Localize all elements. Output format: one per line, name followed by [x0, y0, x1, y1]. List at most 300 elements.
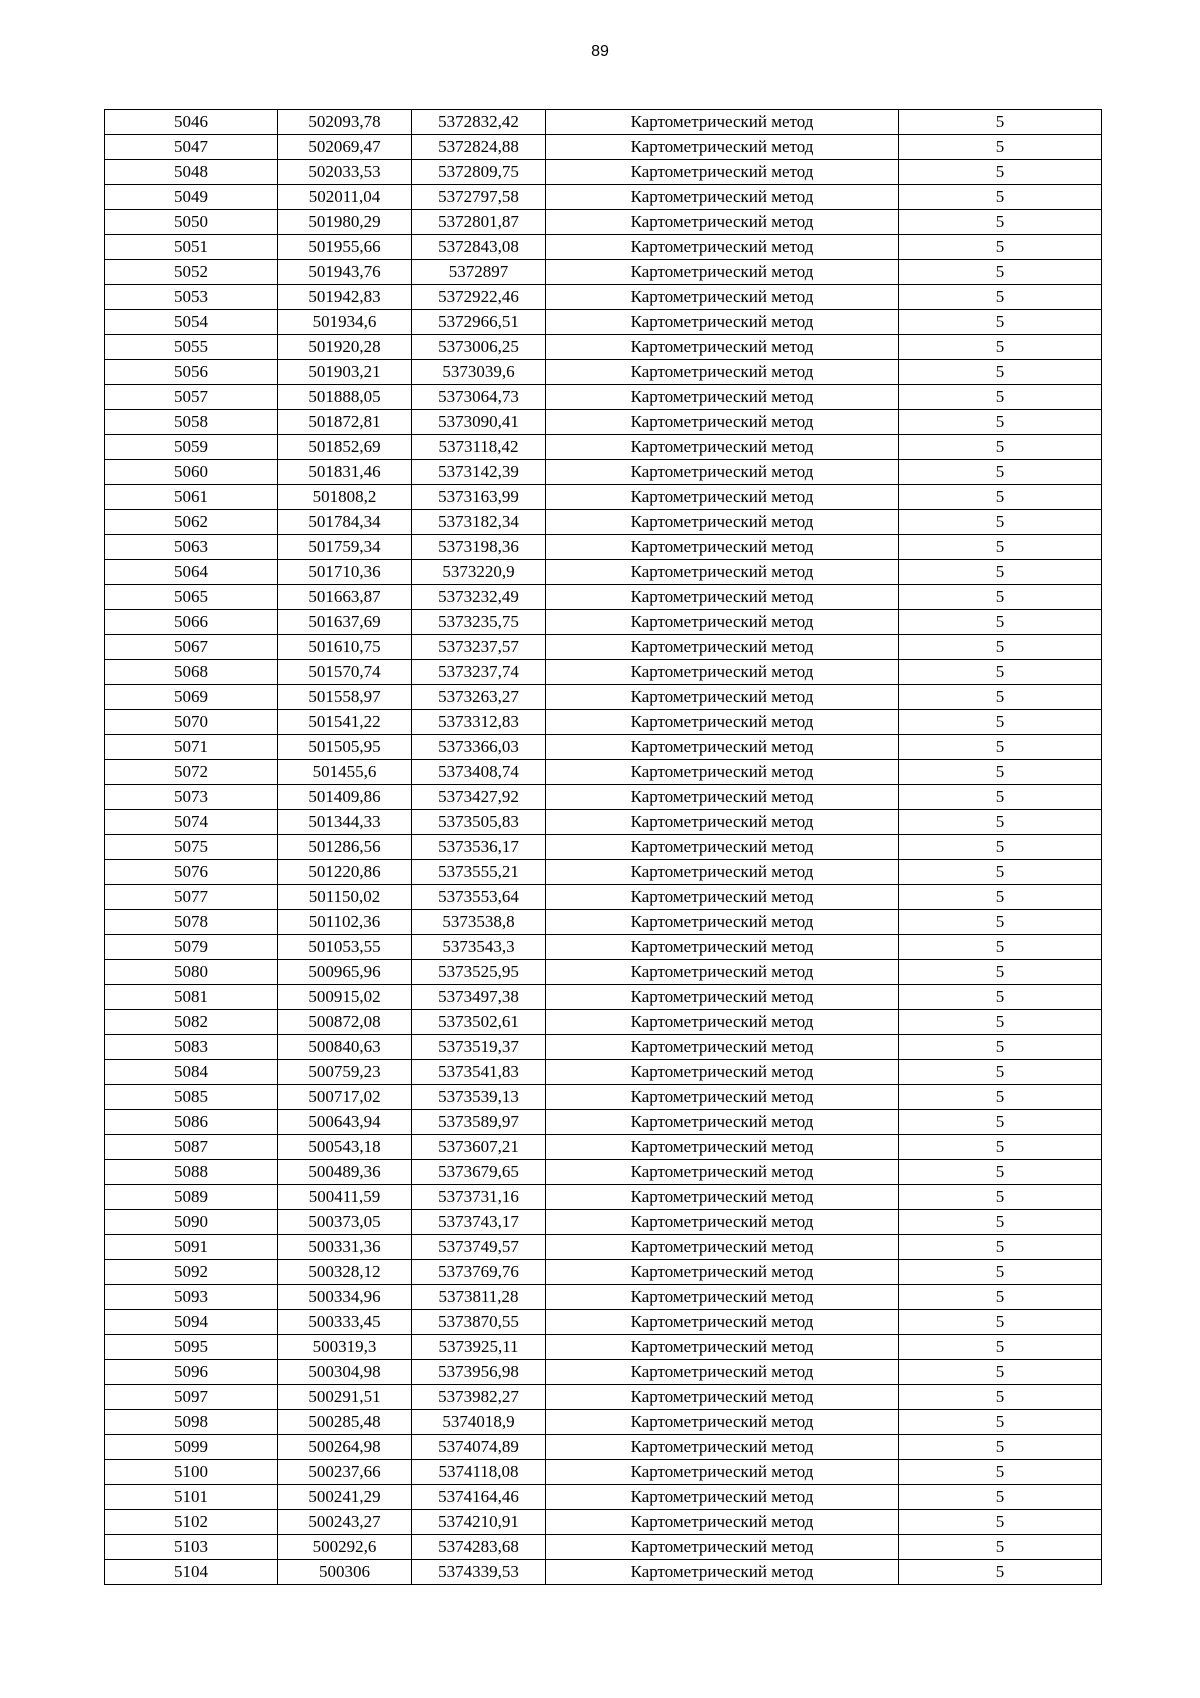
point-number-cell: 5071: [105, 735, 278, 760]
method-cell: Картометрический метод: [546, 735, 899, 760]
y-coordinate-cell: 5373536,17: [412, 835, 546, 860]
x-coordinate-cell: 501150,02: [278, 885, 412, 910]
point-number-cell: 5067: [105, 635, 278, 660]
point-number-cell: 5050: [105, 210, 278, 235]
accuracy-cell: 5: [899, 1435, 1102, 1460]
point-number-cell: 5090: [105, 1210, 278, 1235]
table-row: [105, 560, 1102, 585]
y-coordinate-cell: 5373312,83: [412, 710, 546, 735]
method-cell: Картометрический метод: [546, 1335, 899, 1360]
table-row: [105, 1310, 1102, 1335]
point-number-cell: 5068: [105, 660, 278, 685]
y-coordinate-cell: 5372801,87: [412, 210, 546, 235]
x-coordinate-cell: 501759,34: [278, 535, 412, 560]
accuracy-cell: 5: [899, 985, 1102, 1010]
x-coordinate-cell: 501610,75: [278, 635, 412, 660]
y-coordinate-cell: 5373142,39: [412, 460, 546, 485]
accuracy-cell: 5: [899, 835, 1102, 860]
table-row: [105, 235, 1102, 260]
method-cell: Картометрический метод: [546, 485, 899, 510]
method-cell: Картометрический метод: [546, 1060, 899, 1085]
accuracy-cell: 5: [899, 610, 1102, 635]
x-coordinate-cell: 500241,29: [278, 1485, 412, 1510]
method-cell: Картометрический метод: [546, 1385, 899, 1410]
table-row: [105, 510, 1102, 535]
point-number-cell: 5047: [105, 135, 278, 160]
accuracy-cell: 5: [899, 860, 1102, 885]
accuracy-cell: 5: [899, 535, 1102, 560]
y-coordinate-cell: 5373502,61: [412, 1010, 546, 1035]
point-number-cell: 5085: [105, 1085, 278, 1110]
y-coordinate-cell: 5374118,08: [412, 1460, 546, 1485]
y-coordinate-cell: 5373538,8: [412, 910, 546, 935]
y-coordinate-cell: 5372922,46: [412, 285, 546, 310]
x-coordinate-cell: 500489,36: [278, 1160, 412, 1185]
y-coordinate-cell: 5373232,49: [412, 585, 546, 610]
method-cell: Картометрический метод: [546, 685, 899, 710]
y-coordinate-cell: 5372897: [412, 260, 546, 285]
method-cell: Картометрический метод: [546, 1110, 899, 1135]
table-row: [105, 1185, 1102, 1210]
method-cell: Картометрический метод: [546, 1410, 899, 1435]
accuracy-cell: 5: [899, 1310, 1102, 1335]
method-cell: Картометрический метод: [546, 960, 899, 985]
accuracy-cell: 5: [899, 785, 1102, 810]
point-number-cell: 5055: [105, 335, 278, 360]
x-coordinate-cell: 500543,18: [278, 1135, 412, 1160]
accuracy-cell: 5: [899, 560, 1102, 585]
accuracy-cell: 5: [899, 360, 1102, 385]
y-coordinate-cell: 5373497,38: [412, 985, 546, 1010]
coordinates-table-body: [105, 110, 1102, 1585]
x-coordinate-cell: 501455,6: [278, 760, 412, 785]
x-coordinate-cell: 501888,05: [278, 385, 412, 410]
point-number-cell: 5082: [105, 1010, 278, 1035]
y-coordinate-cell: 5373731,16: [412, 1185, 546, 1210]
table-row: [105, 1060, 1102, 1085]
point-number-cell: 5053: [105, 285, 278, 310]
table-row: [105, 860, 1102, 885]
x-coordinate-cell: 501570,74: [278, 660, 412, 685]
table-row: [105, 1085, 1102, 1110]
accuracy-cell: 5: [899, 235, 1102, 260]
y-coordinate-cell: 5373427,92: [412, 785, 546, 810]
method-cell: Картометрический метод: [546, 610, 899, 635]
y-coordinate-cell: 5372832,42: [412, 110, 546, 135]
point-number-cell: 5098: [105, 1410, 278, 1435]
accuracy-cell: 5: [899, 1335, 1102, 1360]
method-cell: Картометрический метод: [546, 1435, 899, 1460]
x-coordinate-cell: 501344,33: [278, 810, 412, 835]
x-coordinate-cell: 502093,78: [278, 110, 412, 135]
method-cell: Картометрический метод: [546, 135, 899, 160]
x-coordinate-cell: 500292,6: [278, 1535, 412, 1560]
point-number-cell: 5079: [105, 935, 278, 960]
table-row: [105, 535, 1102, 560]
y-coordinate-cell: 5373553,64: [412, 885, 546, 910]
table-row: [105, 1260, 1102, 1285]
x-coordinate-cell: 501541,22: [278, 710, 412, 735]
x-coordinate-cell: 502033,53: [278, 160, 412, 185]
method-cell: Картометрический метод: [546, 860, 899, 885]
y-coordinate-cell: 5374074,89: [412, 1435, 546, 1460]
point-number-cell: 5074: [105, 810, 278, 835]
x-coordinate-cell: 501505,95: [278, 735, 412, 760]
accuracy-cell: 5: [899, 910, 1102, 935]
accuracy-cell: 5: [899, 710, 1102, 735]
method-cell: Картометрический метод: [546, 935, 899, 960]
x-coordinate-cell: 500328,12: [278, 1260, 412, 1285]
x-coordinate-cell: 500643,94: [278, 1110, 412, 1135]
method-cell: Картометрический метод: [546, 385, 899, 410]
point-number-cell: 5080: [105, 960, 278, 985]
y-coordinate-cell: 5373607,21: [412, 1135, 546, 1160]
table-row: [105, 135, 1102, 160]
point-number-cell: 5049: [105, 185, 278, 210]
y-coordinate-cell: 5374339,53: [412, 1560, 546, 1585]
table-row: [105, 785, 1102, 810]
x-coordinate-cell: 500373,05: [278, 1210, 412, 1235]
table-row: [105, 660, 1102, 685]
table-row: [105, 810, 1102, 835]
x-coordinate-cell: 500872,08: [278, 1010, 412, 1035]
method-cell: Картометрический метод: [546, 1010, 899, 1035]
point-number-cell: 5063: [105, 535, 278, 560]
x-coordinate-cell: 501872,81: [278, 410, 412, 435]
table-row: [105, 310, 1102, 335]
accuracy-cell: 5: [899, 585, 1102, 610]
x-coordinate-cell: 500291,51: [278, 1385, 412, 1410]
y-coordinate-cell: 5373039,6: [412, 360, 546, 385]
point-number-cell: 5054: [105, 310, 278, 335]
y-coordinate-cell: 5373749,57: [412, 1235, 546, 1260]
point-number-cell: 5102: [105, 1510, 278, 1535]
method-cell: Картометрический метод: [546, 585, 899, 610]
table-row: [105, 735, 1102, 760]
table-row: [105, 335, 1102, 360]
x-coordinate-cell: 501102,36: [278, 910, 412, 935]
method-cell: Картометрический метод: [546, 510, 899, 535]
y-coordinate-cell: 5373505,83: [412, 810, 546, 835]
y-coordinate-cell: 5373541,83: [412, 1060, 546, 1085]
table-row: [105, 285, 1102, 310]
accuracy-cell: 5: [899, 935, 1102, 960]
x-coordinate-cell: 501053,55: [278, 935, 412, 960]
x-coordinate-cell: 500319,3: [278, 1335, 412, 1360]
accuracy-cell: 5: [899, 185, 1102, 210]
method-cell: Картометрический метод: [546, 110, 899, 135]
x-coordinate-cell: 501852,69: [278, 435, 412, 460]
table-row: [105, 1460, 1102, 1485]
x-coordinate-cell: 500264,98: [278, 1435, 412, 1460]
method-cell: Картометрический метод: [546, 160, 899, 185]
point-number-cell: 5092: [105, 1260, 278, 1285]
accuracy-cell: 5: [899, 410, 1102, 435]
table-row: [105, 1110, 1102, 1135]
x-coordinate-cell: 500840,63: [278, 1035, 412, 1060]
point-number-cell: 5072: [105, 760, 278, 785]
y-coordinate-cell: 5373982,27: [412, 1385, 546, 1410]
table-row: [105, 960, 1102, 985]
x-coordinate-cell: 500243,27: [278, 1510, 412, 1535]
point-number-cell: 5078: [105, 910, 278, 935]
x-coordinate-cell: 501934,6: [278, 310, 412, 335]
table-row: [105, 1035, 1102, 1060]
method-cell: Картометрический метод: [546, 185, 899, 210]
point-number-cell: 5056: [105, 360, 278, 385]
point-number-cell: 5064: [105, 560, 278, 585]
y-coordinate-cell: 5373263,27: [412, 685, 546, 710]
y-coordinate-cell: 5373543,3: [412, 935, 546, 960]
x-coordinate-cell: 501710,36: [278, 560, 412, 585]
table-row: [105, 410, 1102, 435]
table-row: [105, 1135, 1102, 1160]
point-number-cell: 5094: [105, 1310, 278, 1335]
table-row: [105, 1410, 1102, 1435]
x-coordinate-cell: 500237,66: [278, 1460, 412, 1485]
method-cell: Картометрический метод: [546, 1260, 899, 1285]
table-row: [105, 485, 1102, 510]
y-coordinate-cell: 5373235,75: [412, 610, 546, 635]
y-coordinate-cell: 5373525,95: [412, 960, 546, 985]
method-cell: Картометрический метод: [546, 310, 899, 335]
y-coordinate-cell: 5373925,11: [412, 1335, 546, 1360]
accuracy-cell: 5: [899, 885, 1102, 910]
y-coordinate-cell: 5373182,34: [412, 510, 546, 535]
x-coordinate-cell: 501286,56: [278, 835, 412, 860]
y-coordinate-cell: 5373769,76: [412, 1260, 546, 1285]
y-coordinate-cell: 5373220,9: [412, 560, 546, 585]
table-row: [105, 160, 1102, 185]
point-number-cell: 5086: [105, 1110, 278, 1135]
point-number-cell: 5083: [105, 1035, 278, 1060]
point-number-cell: 5097: [105, 1385, 278, 1410]
y-coordinate-cell: 5373237,74: [412, 660, 546, 685]
accuracy-cell: 5: [899, 260, 1102, 285]
x-coordinate-cell: 501663,87: [278, 585, 412, 610]
x-coordinate-cell: 500306: [278, 1560, 412, 1585]
x-coordinate-cell: 501920,28: [278, 335, 412, 360]
x-coordinate-cell: 500965,96: [278, 960, 412, 985]
method-cell: Картометрический метод: [546, 785, 899, 810]
y-coordinate-cell: 5374018,9: [412, 1410, 546, 1435]
point-number-cell: 5052: [105, 260, 278, 285]
accuracy-cell: 5: [899, 310, 1102, 335]
accuracy-cell: 5: [899, 1410, 1102, 1435]
accuracy-cell: 5: [899, 1010, 1102, 1035]
y-coordinate-cell: 5373555,21: [412, 860, 546, 885]
method-cell: Картометрический метод: [546, 285, 899, 310]
table-row: [105, 1235, 1102, 1260]
method-cell: Картометрический метод: [546, 210, 899, 235]
x-coordinate-cell: 501943,76: [278, 260, 412, 285]
y-coordinate-cell: 5372797,58: [412, 185, 546, 210]
x-coordinate-cell: 500411,59: [278, 1185, 412, 1210]
point-number-cell: 5099: [105, 1435, 278, 1460]
x-coordinate-cell: 500759,23: [278, 1060, 412, 1085]
table-row: [105, 1435, 1102, 1460]
y-coordinate-cell: 5373956,98: [412, 1360, 546, 1385]
y-coordinate-cell: 5373198,36: [412, 535, 546, 560]
accuracy-cell: 5: [899, 1210, 1102, 1235]
method-cell: Картометрический метод: [546, 635, 899, 660]
table-row: [105, 610, 1102, 635]
accuracy-cell: 5: [899, 1460, 1102, 1485]
x-coordinate-cell: 500915,02: [278, 985, 412, 1010]
page-number: 89: [591, 43, 609, 60]
point-number-cell: 5065: [105, 585, 278, 610]
table-row: [105, 935, 1102, 960]
x-coordinate-cell: 501409,86: [278, 785, 412, 810]
point-number-cell: 5100: [105, 1460, 278, 1485]
point-number-cell: 5070: [105, 710, 278, 735]
method-cell: Картометрический метод: [546, 1310, 899, 1335]
table-row: [105, 1210, 1102, 1235]
y-coordinate-cell: 5374283,68: [412, 1535, 546, 1560]
table-row: [105, 685, 1102, 710]
point-number-cell: 5104: [105, 1560, 278, 1585]
point-number-cell: 5103: [105, 1535, 278, 1560]
point-number-cell: 5061: [105, 485, 278, 510]
table-row: [105, 185, 1102, 210]
y-coordinate-cell: 5373743,17: [412, 1210, 546, 1235]
accuracy-cell: 5: [899, 1160, 1102, 1185]
table-row: [105, 635, 1102, 660]
table-row: [105, 1535, 1102, 1560]
table-row: [105, 460, 1102, 485]
accuracy-cell: 5: [899, 1385, 1102, 1410]
y-coordinate-cell: 5372843,08: [412, 235, 546, 260]
x-coordinate-cell: 502011,04: [278, 185, 412, 210]
method-cell: Картометрический метод: [546, 235, 899, 260]
point-number-cell: 5091: [105, 1235, 278, 1260]
point-number-cell: 5048: [105, 160, 278, 185]
point-number-cell: 5058: [105, 410, 278, 435]
table-row: [105, 1360, 1102, 1385]
table-row: [105, 710, 1102, 735]
accuracy-cell: 5: [899, 385, 1102, 410]
x-coordinate-cell: 500285,48: [278, 1410, 412, 1435]
method-cell: Картометрический метод: [546, 1460, 899, 1485]
x-coordinate-cell: 501784,34: [278, 510, 412, 535]
point-number-cell: 5057: [105, 385, 278, 410]
accuracy-cell: 5: [899, 660, 1102, 685]
table-row: [105, 260, 1102, 285]
accuracy-cell: 5: [899, 760, 1102, 785]
point-number-cell: 5095: [105, 1335, 278, 1360]
method-cell: Картометрический метод: [546, 1485, 899, 1510]
y-coordinate-cell: 5373006,25: [412, 335, 546, 360]
method-cell: Картометрический метод: [546, 1285, 899, 1310]
x-coordinate-cell: 500334,96: [278, 1285, 412, 1310]
point-number-cell: 5084: [105, 1060, 278, 1085]
x-coordinate-cell: 501942,83: [278, 285, 412, 310]
table-row: [105, 1560, 1102, 1585]
accuracy-cell: 5: [899, 1485, 1102, 1510]
table-row: [105, 1510, 1102, 1535]
method-cell: Картометрический метод: [546, 535, 899, 560]
method-cell: Картометрический метод: [546, 1185, 899, 1210]
point-number-cell: 5066: [105, 610, 278, 635]
accuracy-cell: 5: [899, 110, 1102, 135]
method-cell: Картометрический метод: [546, 1535, 899, 1560]
y-coordinate-cell: 5372824,88: [412, 135, 546, 160]
accuracy-cell: 5: [899, 160, 1102, 185]
accuracy-cell: 5: [899, 1235, 1102, 1260]
table-row: [105, 1385, 1102, 1410]
y-coordinate-cell: 5373870,55: [412, 1310, 546, 1335]
point-number-cell: 5077: [105, 885, 278, 910]
method-cell: Картометрический метод: [546, 1235, 899, 1260]
point-number-cell: 5046: [105, 110, 278, 135]
point-number-cell: 5088: [105, 1160, 278, 1185]
accuracy-cell: 5: [899, 960, 1102, 985]
accuracy-cell: 5: [899, 685, 1102, 710]
method-cell: Картометрический метод: [546, 1160, 899, 1185]
y-coordinate-cell: 5373408,74: [412, 760, 546, 785]
accuracy-cell: 5: [899, 1560, 1102, 1585]
point-number-cell: 5093: [105, 1285, 278, 1310]
method-cell: Картометрический метод: [546, 435, 899, 460]
table-row: [105, 210, 1102, 235]
x-coordinate-cell: 501220,86: [278, 860, 412, 885]
accuracy-cell: 5: [899, 1135, 1102, 1160]
table-row: [105, 585, 1102, 610]
y-coordinate-cell: 5373539,13: [412, 1085, 546, 1110]
x-coordinate-cell: 501980,29: [278, 210, 412, 235]
point-number-cell: 5089: [105, 1185, 278, 1210]
y-coordinate-cell: 5373811,28: [412, 1285, 546, 1310]
point-number-cell: 5062: [105, 510, 278, 535]
x-coordinate-cell: 501637,69: [278, 610, 412, 635]
coordinates-table: [104, 109, 1102, 1585]
method-cell: Картометрический метод: [546, 910, 899, 935]
accuracy-cell: 5: [899, 1360, 1102, 1385]
method-cell: Картометрический метод: [546, 1210, 899, 1235]
accuracy-cell: 5: [899, 1185, 1102, 1210]
y-coordinate-cell: 5374164,46: [412, 1485, 546, 1510]
y-coordinate-cell: 5373589,97: [412, 1110, 546, 1135]
point-number-cell: 5096: [105, 1360, 278, 1385]
table-row: [105, 1010, 1102, 1035]
method-cell: Картометрический метод: [546, 360, 899, 385]
point-number-cell: 5081: [105, 985, 278, 1010]
point-number-cell: 5060: [105, 460, 278, 485]
y-coordinate-cell: 5372966,51: [412, 310, 546, 335]
point-number-cell: 5073: [105, 785, 278, 810]
accuracy-cell: 5: [899, 210, 1102, 235]
y-coordinate-cell: 5373519,37: [412, 1035, 546, 1060]
method-cell: Картометрический метод: [546, 1560, 899, 1585]
y-coordinate-cell: 5373679,65: [412, 1160, 546, 1185]
x-coordinate-cell: 500717,02: [278, 1085, 412, 1110]
method-cell: Картометрический метод: [546, 660, 899, 685]
method-cell: Картометрический метод: [546, 710, 899, 735]
table-row: [105, 435, 1102, 460]
point-number-cell: 5069: [105, 685, 278, 710]
table-row: [105, 835, 1102, 860]
method-cell: Картометрический метод: [546, 560, 899, 585]
accuracy-cell: 5: [899, 1260, 1102, 1285]
accuracy-cell: 5: [899, 635, 1102, 660]
table-row: [105, 385, 1102, 410]
table-row: [105, 1285, 1102, 1310]
accuracy-cell: 5: [899, 435, 1102, 460]
x-coordinate-cell: 500333,45: [278, 1310, 412, 1335]
accuracy-cell: 5: [899, 1085, 1102, 1110]
method-cell: Картометрический метод: [546, 1360, 899, 1385]
method-cell: Картометрический метод: [546, 760, 899, 785]
